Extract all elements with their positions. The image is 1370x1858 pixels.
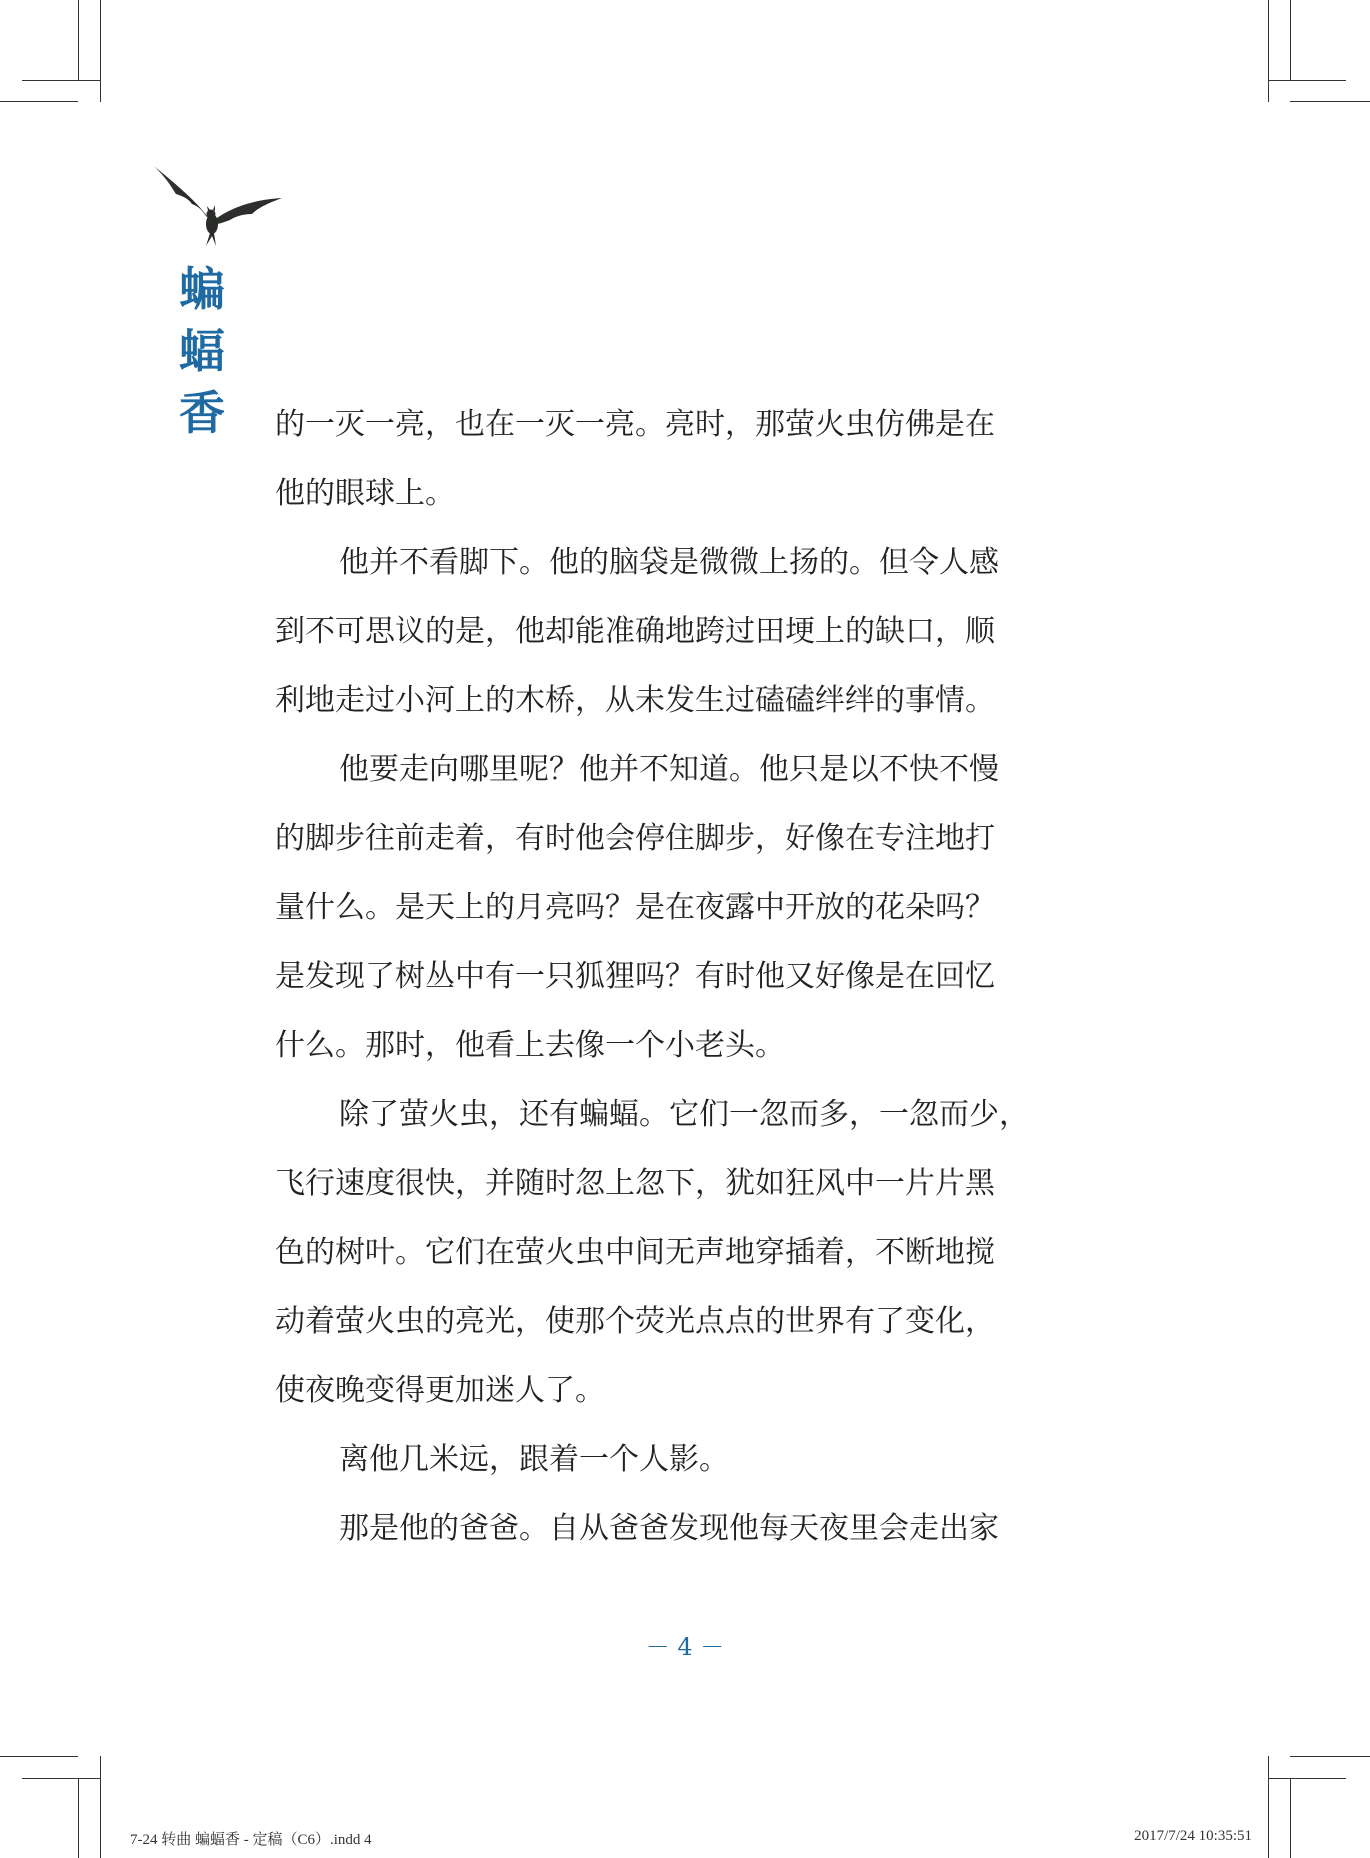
crop-mark [22, 80, 100, 81]
text-line: 色的树叶。它们在萤火虫中间无声地穿插着，不断地搅 [275, 1234, 995, 1270]
crop-mark [100, 0, 101, 102]
text-line: 的一灭一亮，也在一灭一亮。亮时，那萤火虫仿佛是在 [275, 406, 995, 442]
crop-mark [1268, 80, 1346, 81]
vertical-book-title [172, 258, 232, 444]
crop-mark [1290, 1756, 1370, 1757]
text-line: 使夜晚变得更加迷人了。 [275, 1372, 605, 1408]
text-line: 他的眼球上。 [275, 475, 455, 511]
crop-mark [22, 1778, 100, 1779]
text-line: 到不可思议的是，他却能准确地跨过田埂上的缺口，顺 [275, 613, 995, 649]
title-char: 香 [179, 386, 225, 440]
crop-mark [78, 0, 79, 80]
text-line: 那是他的爸爸。自从爸爸发现他每天夜里会走出家 [339, 1510, 999, 1546]
crop-mark [0, 101, 78, 102]
title-char: 蝠 [179, 324, 225, 378]
text-line: 他并不看脚下。他的脑袋是微微上扬的。但令人感 [339, 544, 999, 580]
print-slug-timestamp: 2017/7/24 10:35:51 [1134, 1828, 1252, 1844]
bat-illustration [148, 158, 288, 258]
text-line: 利地走过小河上的木桥，从未发生过磕磕绊绊的事情。 [275, 682, 995, 718]
crop-mark [1290, 0, 1291, 80]
body-text [275, 386, 1065, 1559]
text-line: 动着萤火虫的亮光，使那个荧光点点的世界有了变化， [275, 1303, 995, 1339]
text-line: 的脚步往前走着，有时他会停住脚步，好像在专注地打 [275, 820, 995, 856]
crop-mark [1268, 1756, 1269, 1858]
text-line: 量什么。是天上的月亮吗？是在夜露中开放的花朵吗？ [275, 889, 995, 925]
crop-mark [1290, 1778, 1291, 1858]
text-line: 离他几米远，跟着一个人影。 [339, 1441, 729, 1477]
text-line: 他要走向哪里呢？他并不知道。他只是以不快不慢 [339, 751, 999, 787]
crop-mark [0, 1756, 78, 1757]
crop-mark [78, 1778, 79, 1858]
crop-mark [100, 1756, 101, 1858]
page-number: － 4 － [645, 1633, 725, 1661]
text-line: 什么。那时，他看上去像一个小老头。 [275, 1027, 785, 1063]
text-line: 是发现了树丛中有一只狐狸吗？有时他又好像是在回忆 [275, 958, 995, 994]
crop-mark [1268, 1778, 1346, 1779]
title-char: 蝙 [179, 262, 225, 316]
crop-mark [1290, 101, 1370, 102]
crop-mark [1268, 0, 1269, 102]
print-slug-filename: 7-24 转曲 蝙蝠香 - 定稿（C6）.indd 4 [130, 1832, 372, 1848]
text-line: 除了萤火虫，还有蝙蝠。它们一忽而多，一忽而少， [339, 1096, 1029, 1132]
text-line: 飞行速度很快，并随时忽上忽下，犹如狂风中一片片黑 [275, 1165, 995, 1201]
